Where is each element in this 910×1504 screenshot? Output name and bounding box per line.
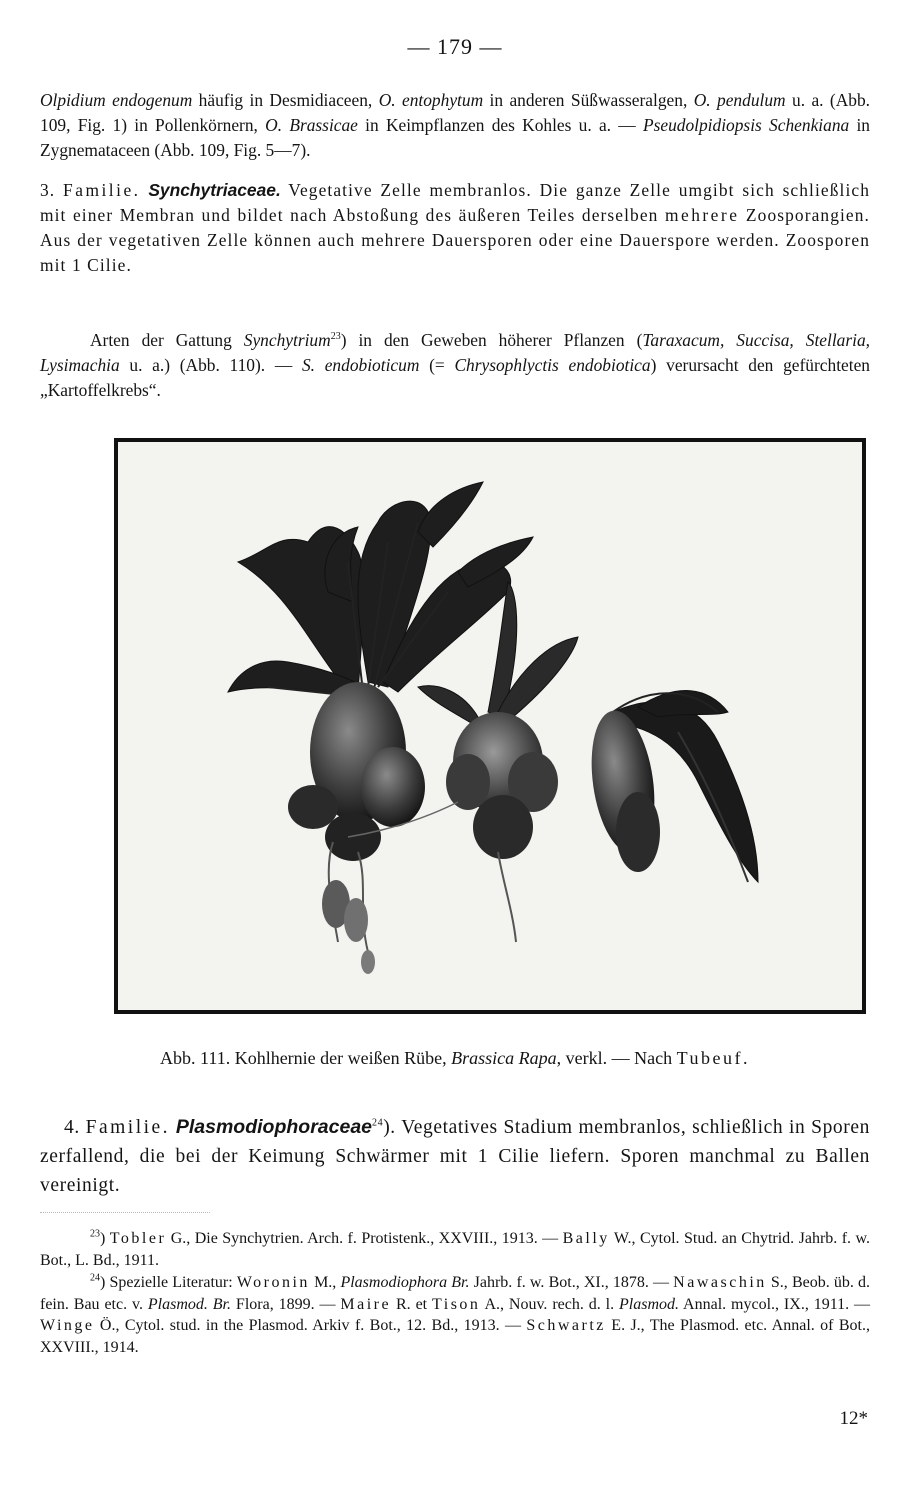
footnote-ref-24[interactable]: 24	[372, 1117, 384, 1129]
figure-caption: Abb. 111. Kohlhernie der weißen Rübe, Brassica Rapa, verkl. — Nach Tubeuf.	[160, 1048, 750, 1068]
footnote-24: $^{24}$) Spezielle Literatur: Woronin M., Plasmodiophora Br. Jahrb. f. w. Bot., XI., 1878. — Nawaschin S., Beob. üb. d. fein. Bau etc. v. Plasmod. Br. Flora, 1899. — Maire R. et Tison A., Nouv. rech. d. l. Plasmod. Annal. mycol., IX., 1911. — Winge Ö., Cytol. stud. in the Plasmod. Arkiv f. Bot., 12. Bd., 1913. — Schwartz E. J., The Plasmod. etc. Annal. of Bot., XXVIII., 1914.	[40, 1272, 871, 1356]
footnote-23: $^{23}$) Tobler G., Die Synchytrien. Arch. f. Protistenk., XXVIII., 1913. — Bally W., Cytol. Stud. an Chytrid. Jahrb. f. w. Bot., L. Bd., 1911.	[40, 1228, 870, 1269]
figure-photograph	[114, 438, 866, 1014]
paragraph-family-synchytriaceae: 3. Familie. Synchytriaceae. Vegetative Zelle membranlos. Die ganze Zelle umgibt sich schließlich mit einer Membran und bildet nach Abstoßung des äußeren Teiles derselben mehrere Zoosporangien. Aus der vegetativen Zelle können auch mehrere Dauersporen oder eine Dauerspore werden. Zoosporen mit 1 Cilie.	[40, 180, 871, 275]
taxon-olpidium-endogenum: Olpidium endogenum	[40, 90, 193, 110]
turnip-clubroot-illustration	[118, 442, 862, 1010]
family-label: Familie.	[85, 1117, 171, 1138]
paragraph-synchytrium: Arten der Gattung Synchytrium$^{23}$) in den Geweben höherer Pflanzen (Taraxacum, Succisa, Stellaria, Lysimachia u. a.) (Abb. 110). — S. endobioticum (= Chrysophlyctis endobiotica) verursacht den gefürchteten „Kartoffelkrebs“.	[40, 330, 870, 400]
footnote-divider	[40, 1212, 210, 1213]
paragraph-olpidium: Olpidium endogenum häufig in Desmidiaceen, O. entophytum in anderen Süßwasseralgen, O. pendulum u. a. (Abb. 109, Fig. 1) in Pollenkörnern, O. Brassicae in Keimpflanzen des Kohles u. a. — Pseudolpidiopsis Schenkiana in Zygnemataceen (Abb. 109, Fig. 5—7).	[40, 90, 871, 160]
footnote-ref-23[interactable]: 23	[330, 331, 341, 343]
family-label: Familie.	[63, 180, 141, 200]
family-name-synchytriaceae: Synchytriaceae.	[148, 180, 281, 200]
page-number: — 179 —	[407, 34, 503, 59]
emphasis-mehrere: mehrere	[664, 205, 740, 225]
signature-mark: 12*	[839, 1408, 868, 1429]
family-name-plasmodiophoraceae: Plasmodiophoraceae	[175, 1116, 373, 1138]
paragraph-family-plasmodiophoraceae: 4. Familie. Plasmodiophoraceae$^{24}$). Vegetatives Stadium membranlos, schließlich in Sporen zerfallend, die bei der Keimung Schwärmer mit 1 Cilie liefern. Sporen manchmal zu Ballen vereinigt.	[40, 1116, 870, 1196]
